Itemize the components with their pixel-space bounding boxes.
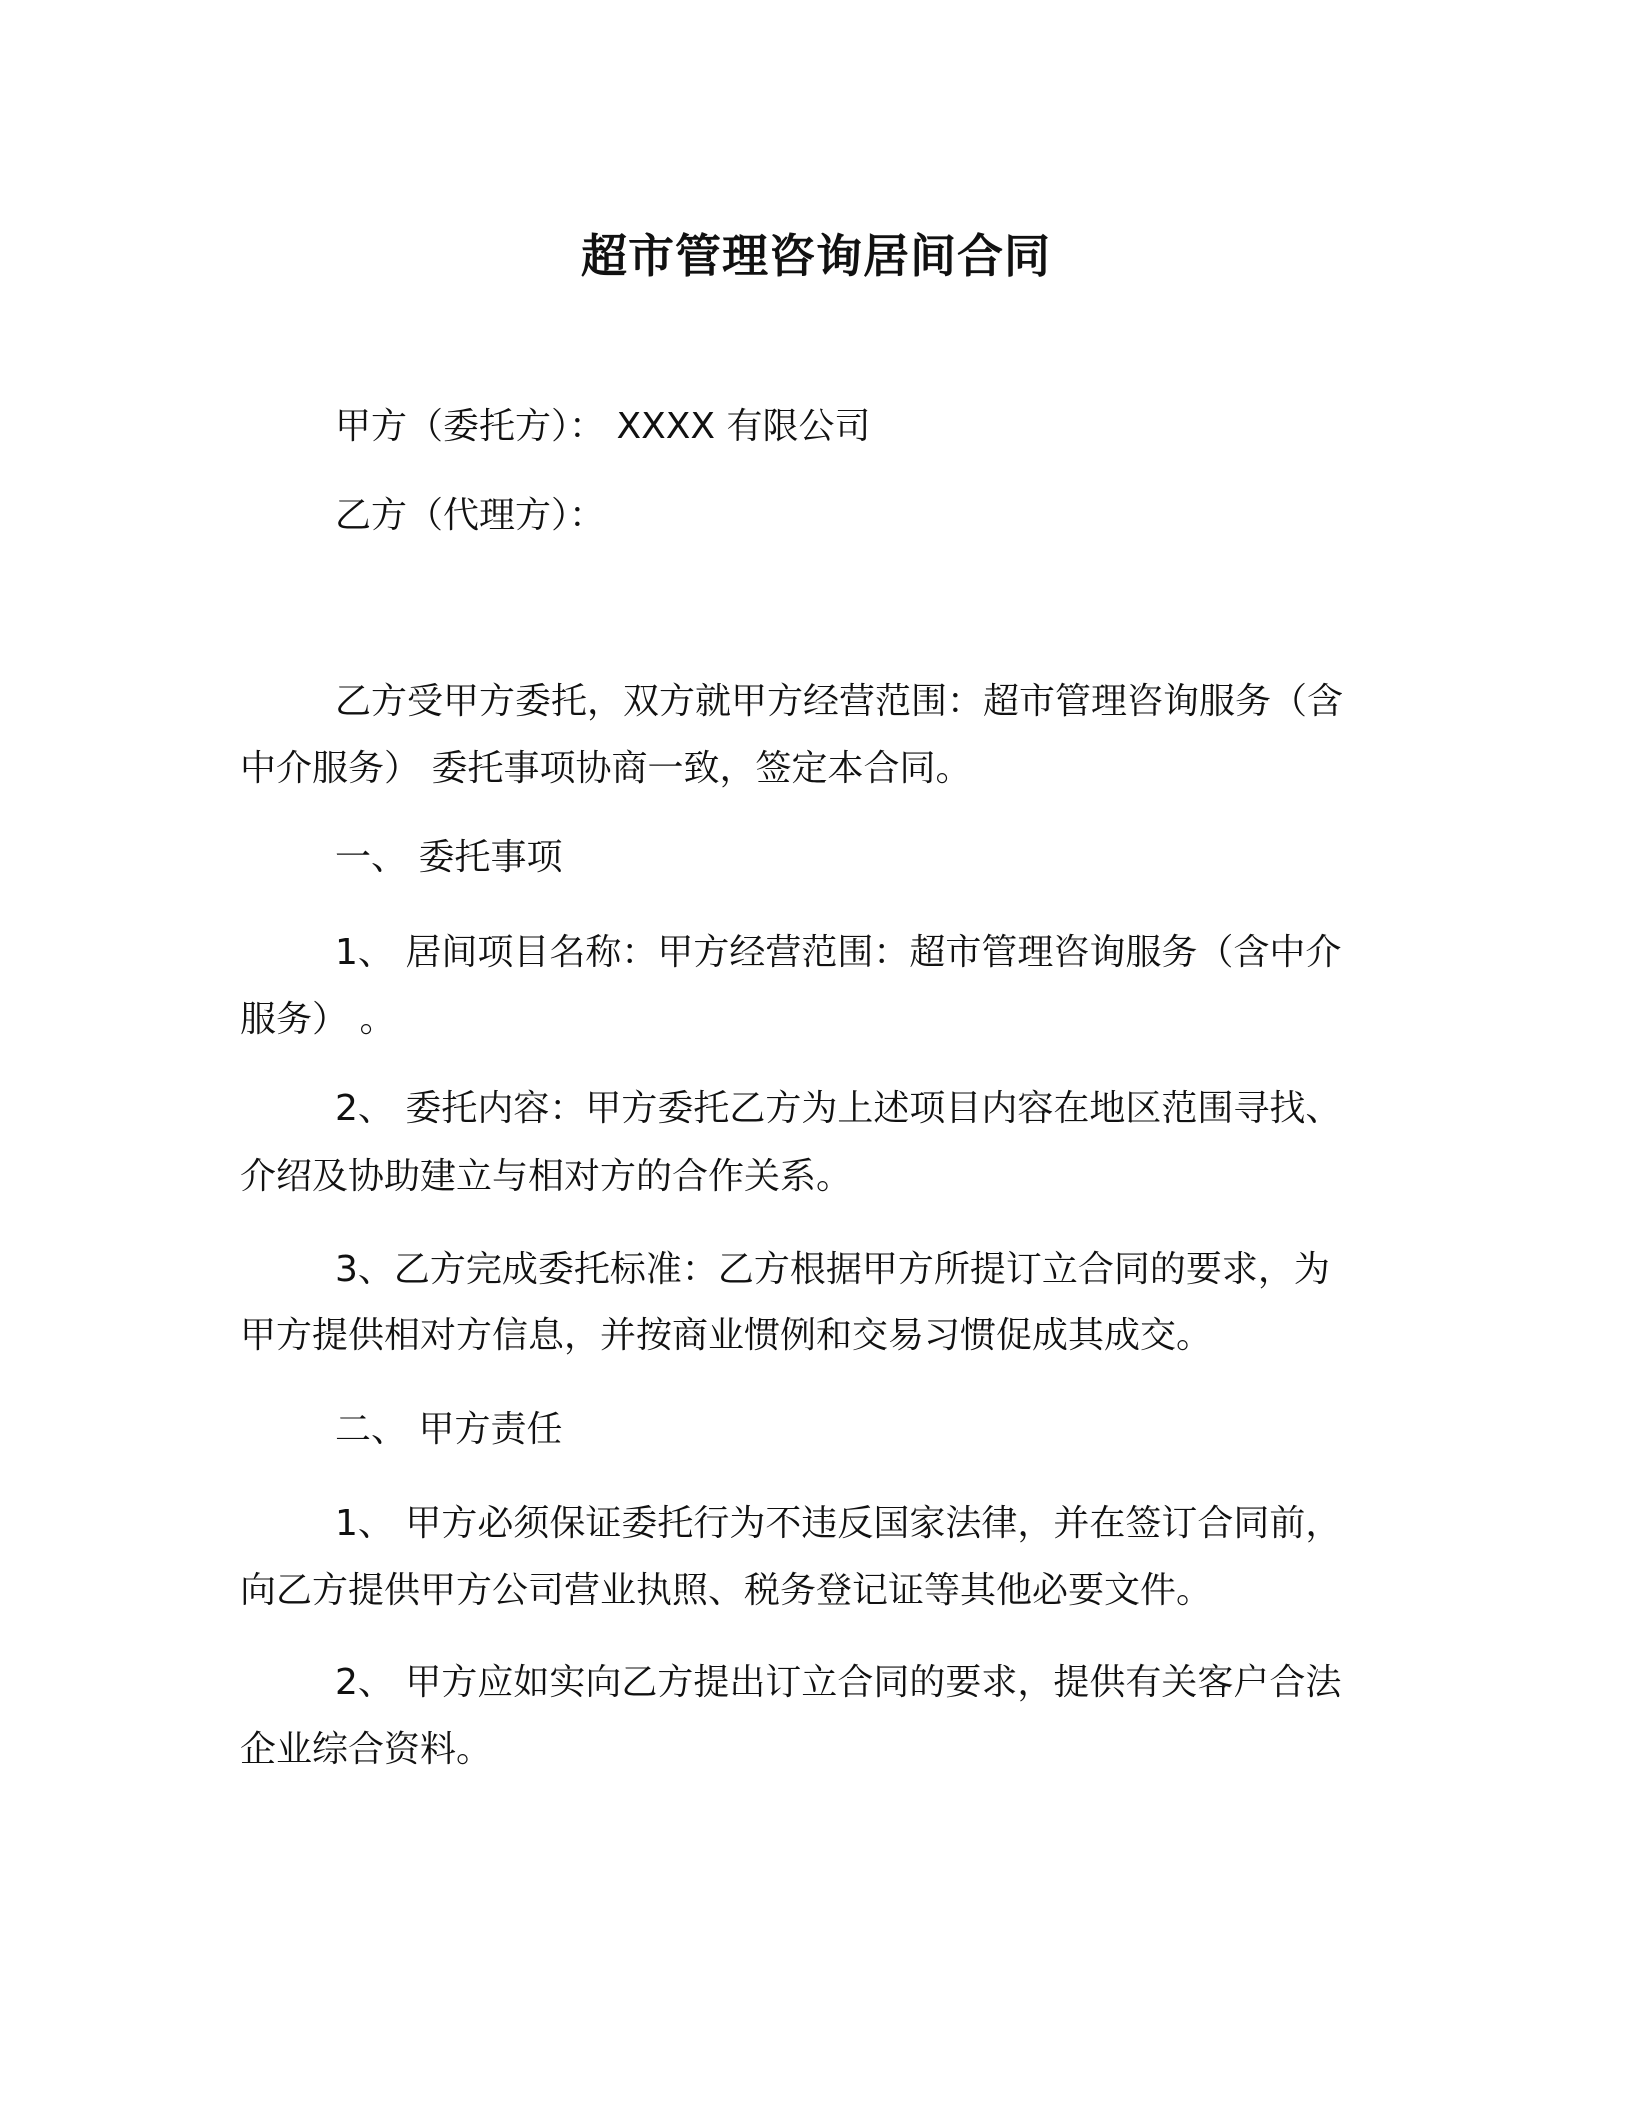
section2-item1-line2: 向乙方提供甲方公司营业执照、税务登记证等其他必要文件。 — [240, 1570, 1213, 1611]
intro-line-1: 乙方受甲方委托，双方就甲方经营范围：超市管理咨询服务（含 — [335, 681, 1344, 722]
party-a-line: 甲方（委托方）： XXXX 有限公司 — [335, 406, 871, 447]
section1-item2-line2: 介绍及协助建立与相对方的合作关系。 — [240, 1156, 853, 1197]
document-title: 超市管理咨询居间合同 — [581, 229, 1051, 283]
section2-heading: 二、 甲方责任 — [335, 1409, 563, 1450]
intro-line-2: 中介服务） 委托事项协商一致，签定本合同。 — [240, 748, 972, 789]
section2-item1-line1: 1、 甲方必须保证委托行为不违反国家法律，并在签订合同前， — [335, 1503, 1342, 1544]
section1-item3-line1: 3、乙方完成委托标准：乙方根据甲方所提订立合同的要求，为 — [335, 1249, 1330, 1290]
section1-item3-line2: 甲方提供相对方信息，并按商业惯例和交易习惯促成其成交。 — [240, 1315, 1213, 1356]
section2-item2-line2: 企业综合资料。 — [240, 1729, 493, 1770]
party-b-line: 乙方（代理方）： — [335, 495, 606, 536]
section2-item2-line1: 2、 甲方应如实向乙方提出订立合同的要求，提供有关客户合法 — [335, 1662, 1342, 1703]
section1-item2-line1: 2、 委托内容：甲方委托乙方为上述项目内容在地区范围寻找、 — [335, 1088, 1342, 1129]
section1-item1-line2: 服务） 。 — [240, 999, 396, 1040]
section1-item1-line1: 1、 居间项目名称：甲方经营范围：超市管理咨询服务（含中介 — [335, 932, 1342, 973]
section1-heading: 一、 委托事项 — [335, 837, 563, 878]
